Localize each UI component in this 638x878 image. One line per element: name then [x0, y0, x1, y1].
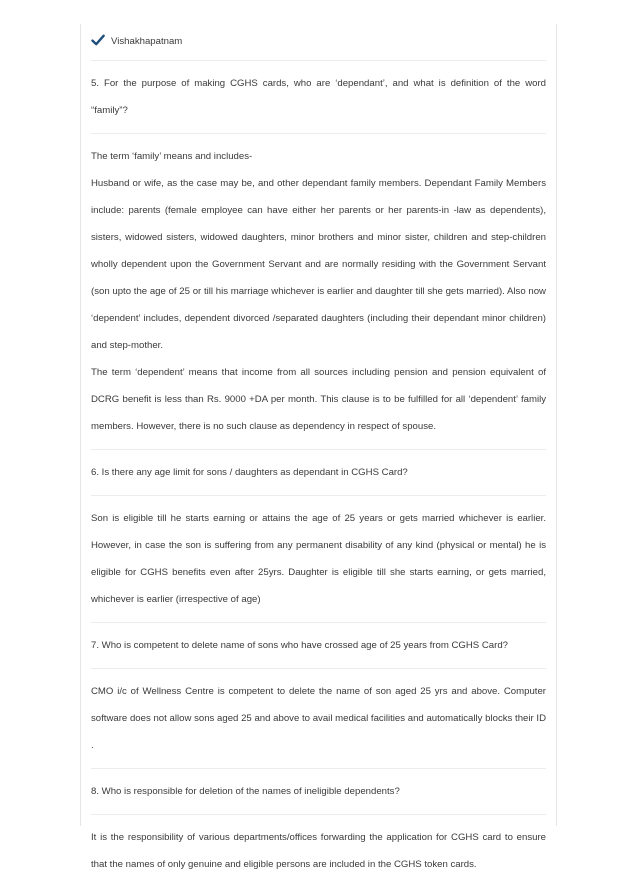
location-label: Vishakhapatnam	[111, 36, 183, 47]
faq-answer-5-family: Husband or wife, as the case may be, and other dependant family members. Dependant Family Members include: parents (female employee can have either her parents or her parents-in -law as dependents), sisters, widowed sisters, widowed daughters, minor brothers and minor sister, children and step-children wholly dependent upon the Government Servant and are normally residing with the Government Servant (son upto the age of 25 or till his marriage whichever is earlier and daughter till she gets married). Also now ‘dependent’ includes, dependent divorced /separated daughters (including their dependant minor children) and step-mother.	[91, 178, 546, 351]
faq-question-6: 6. Is there any age limit for sons / daughters as dependant in CGHS Card?	[91, 467, 408, 478]
document-content	[91, 24, 546, 878]
location-header	[91, 24, 546, 60]
faq-answer-5-intro: The term ‘family’ means and includes-	[91, 151, 253, 162]
faq-answer-7: CMO i/c of Wellness Centre is competent to delete the name of son aged 25 yrs and above. Computer software does not allow sons aged 25 and above to avail medical facilities and automatically blocks their ID .	[91, 686, 546, 751]
faq-question-5: 5. For the purpose of making CGHS cards, who are ‘dependant’, and what is definition of the word “family”?	[91, 78, 546, 116]
faq-answer-5-dependent: The term ‘dependent’ means that income from all sources including pension and pension equivalent of DCRG benefit is less than Rs. 9000 +DA per month. This clause is to be fulfilled for all ‘dependent’ family members. However, there is no such clause as dependency in respect of spouse.	[91, 367, 546, 432]
check-icon	[91, 33, 105, 47]
document-panel	[80, 24, 557, 870]
faq-answer-8: It is the responsibility of various departments/offices forwarding the application for CGHS card to ensure that the names of only genuine and eligible persons are included in the CGHS token cards.	[91, 832, 546, 870]
faq-answer-6: Son is eligible till he starts earning or attains the age of 25 years or gets married whichever is earlier. However, in case the son is suffering from any permanent disability of any kind (physical or mental) he is eligible for CGHS benefits even after 25yrs. Daughter is eligible till she starts earning, or gets married, whichever is earlier (irrespective of age)	[91, 513, 546, 605]
faq-question-8: 8. Who is responsible for deletion of the names of ineligible dependents?	[91, 786, 400, 797]
faq-question-7: 7. Who is competent to delete name of sons who have crossed age of 25 years from CGHS Card?	[91, 640, 509, 651]
